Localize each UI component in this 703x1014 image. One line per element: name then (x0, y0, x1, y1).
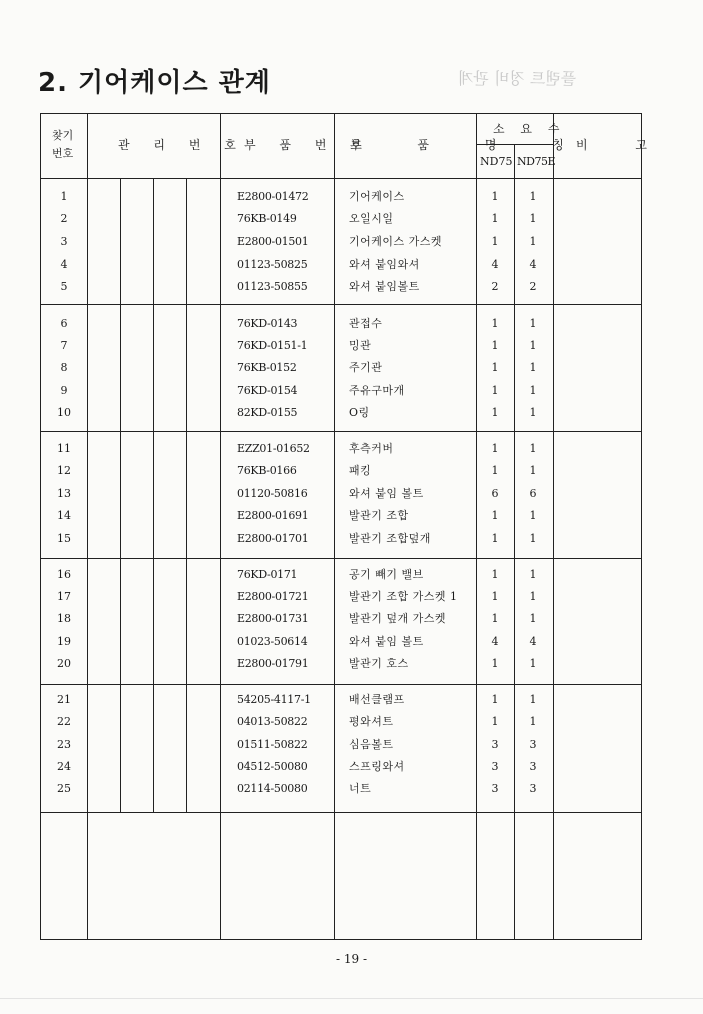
part-name: 너트 (349, 782, 372, 795)
header-quantity: 소 요 수 (493, 122, 566, 136)
qty-nd75e: 1 (529, 509, 537, 522)
part-name: 후측커버 (349, 442, 394, 455)
qty-nd75: 4 (491, 258, 499, 271)
part-number: 76KB-0149 (237, 212, 297, 225)
qty-nd75: 1 (491, 317, 499, 330)
part-number: 82KD-0155 (237, 406, 298, 419)
qty-nd75: 1 (491, 509, 499, 522)
item-number: 1 (60, 190, 68, 203)
qty-nd75: 2 (491, 280, 499, 293)
part-number: 54205-4117-1 (237, 693, 311, 706)
qty-nd75: 1 (491, 568, 499, 581)
part-name: 발관기 덮개 가스켓 (349, 612, 447, 625)
qty-nd75e: 1 (529, 532, 537, 545)
header-remarks: 비 고 (576, 138, 669, 152)
page-edge-divider (0, 998, 703, 999)
item-number: 20 (57, 657, 71, 670)
qty-nd75e: 6 (529, 487, 537, 500)
qty-nd75: 1 (491, 693, 499, 706)
item-number: 16 (57, 568, 71, 581)
qty-nd75e: 1 (529, 406, 537, 419)
part-number: E2800-01472 (237, 190, 309, 203)
item-number: 9 (60, 384, 68, 397)
qty-nd75: 1 (491, 406, 499, 419)
part-number: E2800-01701 (237, 532, 309, 545)
part-number: E2800-01691 (237, 509, 309, 522)
item-number: 3 (60, 235, 68, 248)
item-number: 19 (57, 635, 71, 648)
part-number: 76KB-0166 (237, 464, 297, 477)
qty-nd75e: 1 (529, 715, 537, 728)
part-number: E2800-01731 (237, 612, 309, 625)
qty-nd75: 3 (491, 738, 499, 751)
header-part-no: 부 품 번 호 (244, 138, 372, 152)
qty-nd75e: 4 (529, 635, 537, 648)
qty-nd75e: 1 (529, 693, 537, 706)
part-name: 평와셔트 (349, 715, 394, 728)
part-number: E2800-01501 (237, 235, 309, 248)
part-name: 배선클램프 (349, 693, 405, 706)
qty-nd75: 3 (491, 760, 499, 773)
qty-nd75e: 1 (529, 339, 537, 352)
part-name: 관접수 (349, 317, 383, 330)
page-number: - 19 - (335, 952, 367, 966)
qty-nd75: 1 (491, 212, 499, 225)
part-name: 와셔 붙임와셔 (349, 258, 420, 271)
item-number: 25 (57, 782, 71, 795)
header-management-no: 관 리 번 호 (118, 138, 246, 152)
qty-nd75: 1 (491, 442, 499, 455)
part-number: 04512-50080 (237, 760, 308, 773)
qty-nd75e: 1 (529, 384, 537, 397)
item-number: 13 (57, 487, 71, 500)
part-name: 주유구마개 (349, 384, 405, 397)
header-item-no-line2: 번호 (52, 147, 74, 160)
part-name: 오일시일 (349, 212, 394, 225)
qty-nd75: 1 (491, 590, 499, 603)
item-number: 22 (57, 715, 71, 728)
qty-nd75: 1 (491, 339, 499, 352)
qty-nd75: 1 (491, 612, 499, 625)
item-number: 24 (57, 760, 71, 773)
header-qty-nd75: ND75 (480, 155, 513, 168)
part-number: 76KD-0151-1 (237, 339, 308, 352)
qty-nd75e: 3 (529, 782, 537, 795)
qty-nd75e: 1 (529, 612, 537, 625)
part-name: 공기 빼기 밸브 (349, 568, 424, 581)
part-name: 발관기 조합 가스켓 1 (349, 590, 458, 603)
qty-nd75e: 1 (529, 464, 537, 477)
page-title: 2. 기어케이스 관계 (38, 68, 271, 98)
qty-nd75: 4 (491, 635, 499, 648)
qty-nd75e: 4 (529, 258, 537, 271)
item-number: 18 (57, 612, 71, 625)
item-number: 7 (60, 339, 68, 352)
header-part-name: 부 품 명 칭 (350, 138, 590, 152)
qty-nd75: 1 (491, 190, 499, 203)
part-name: 와셔 붙임 볼트 (349, 635, 424, 648)
header-qty-nd75e: ND75E (517, 155, 555, 168)
header-item-no-line1: 찾기 (52, 129, 74, 142)
part-name: 밍관 (349, 339, 372, 352)
qty-nd75: 1 (491, 715, 499, 728)
part-name: O링 (349, 406, 370, 419)
qty-nd75e: 2 (529, 280, 537, 293)
qty-nd75: 1 (491, 464, 499, 477)
part-name: 발관기 조합덮개 (349, 532, 431, 545)
item-number: 21 (57, 693, 71, 706)
item-number: 14 (57, 509, 71, 522)
qty-nd75e: 1 (529, 212, 537, 225)
qty-nd75e: 1 (529, 235, 537, 248)
part-number: EZZ01-01652 (237, 442, 310, 455)
part-name: 기어케이스 가스켓 (349, 235, 443, 248)
part-number: 01511-50822 (237, 738, 308, 751)
qty-nd75: 1 (491, 361, 499, 374)
part-number: 76KB-0152 (237, 361, 297, 374)
qty-nd75e: 1 (529, 568, 537, 581)
part-name: 주기관 (349, 361, 383, 374)
part-name: 패킹 (349, 464, 372, 477)
qty-nd75: 3 (491, 782, 499, 795)
item-number: 12 (57, 464, 71, 477)
part-number: 76KD-0154 (237, 384, 298, 397)
part-number: 02114-50080 (237, 782, 308, 795)
qty-nd75e: 1 (529, 442, 537, 455)
qty-nd75e: 3 (529, 760, 537, 773)
part-number: E2800-01791 (237, 657, 309, 670)
part-number: 01123-50855 (237, 280, 308, 293)
item-number: 6 (60, 317, 68, 330)
item-number: 8 (60, 361, 68, 374)
part-number: 01120-50816 (237, 487, 308, 500)
item-number: 2 (60, 212, 68, 225)
item-number: 11 (57, 442, 71, 455)
qty-nd75e: 1 (529, 361, 537, 374)
qty-nd75: 1 (491, 384, 499, 397)
part-number: 01123-50825 (237, 258, 308, 271)
part-number: 76KD-0171 (237, 568, 298, 581)
part-name: 기어케이스 (349, 190, 405, 203)
item-number: 15 (57, 532, 71, 545)
qty-nd75: 1 (491, 532, 499, 545)
item-number: 17 (57, 590, 71, 603)
part-number: 76KD-0143 (237, 317, 298, 330)
part-number: 01023-50614 (237, 635, 308, 648)
qty-nd75e: 1 (529, 590, 537, 603)
item-number: 23 (57, 738, 71, 751)
qty-nd75: 6 (491, 487, 499, 500)
item-number: 10 (57, 406, 71, 419)
part-name: 심음볼트 (349, 738, 394, 751)
part-name: 발관기 호스 (349, 657, 409, 670)
qty-nd75e: 1 (529, 317, 537, 330)
part-number: E2800-01721 (237, 590, 309, 603)
bleed-through-text: 플랜트 정비 관계 (458, 69, 577, 88)
item-number: 4 (60, 258, 68, 271)
part-number: 04013-50822 (237, 715, 308, 728)
part-name: 발관기 조합 (349, 509, 409, 522)
part-name: 와셔 붙임 볼트 (349, 487, 424, 500)
qty-nd75: 1 (491, 235, 499, 248)
qty-nd75e: 1 (529, 657, 537, 670)
part-name: 와셔 붙임볼트 (349, 280, 420, 293)
part-name: 스프링와셔 (349, 760, 405, 773)
item-number: 5 (60, 280, 68, 293)
qty-nd75e: 3 (529, 738, 537, 751)
qty-nd75: 1 (491, 657, 499, 670)
qty-nd75e: 1 (529, 190, 537, 203)
